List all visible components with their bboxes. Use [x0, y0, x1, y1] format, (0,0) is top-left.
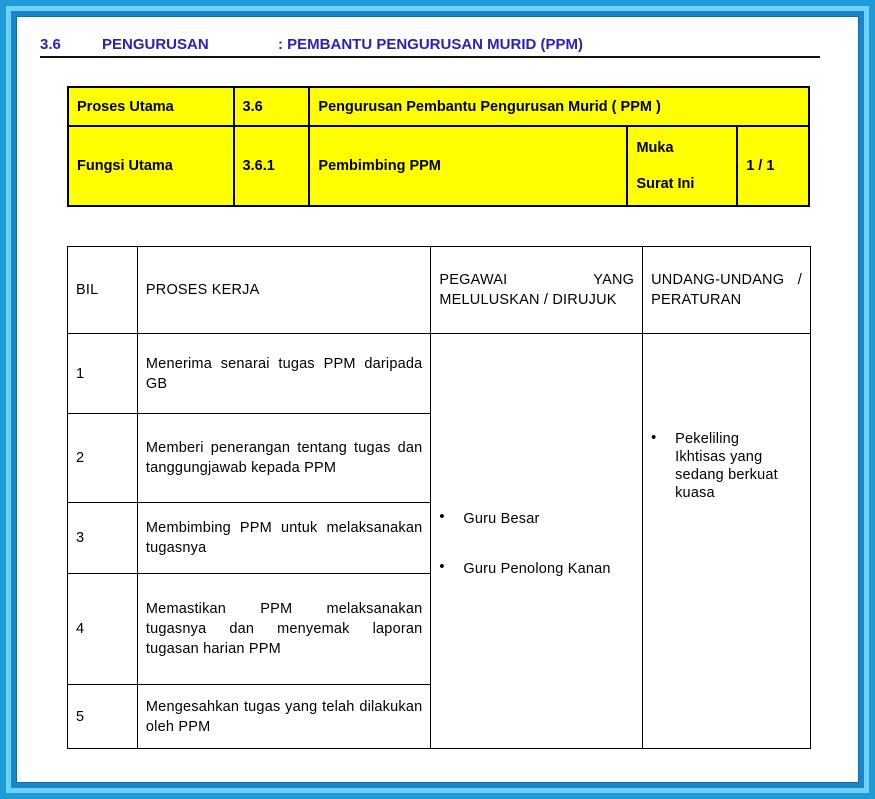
- row-bil: 3: [68, 503, 138, 574]
- info-row-fungsi-utama: [68, 126, 809, 206]
- info-page-value: 1 / 1: [737, 126, 809, 206]
- section-name: PENGURUSAN: [102, 35, 209, 53]
- pegawai-cell: [431, 334, 643, 749]
- pegawai-item: • Guru Penolong Kanan: [439, 559, 611, 577]
- bullet-icon: •: [439, 509, 445, 525]
- undang-item: • Pekeliling Ikhtisas yang sedang berkuat kuasa: [651, 430, 778, 501]
- info-value-proses-utama: Pengurusan Pembantu Pengurusan Murid ( PPM ): [309, 87, 809, 126]
- process-table: [67, 246, 811, 749]
- undang-cell: [643, 334, 811, 749]
- heading-underline: [40, 56, 820, 58]
- row-proses: Memastikan PPM melaksanakan tugasnya dan menyemak laporan tugasan harian PPM: [137, 574, 430, 685]
- bullet-icon: •: [651, 430, 657, 446]
- header-pegawai: PEGAWAI YANG MELULUSKAN / DIRUJUK: [431, 247, 643, 334]
- info-page-label-line2: Surat Ini: [636, 176, 695, 192]
- header-bil: BIL: [68, 247, 138, 334]
- info-page-label: [627, 126, 737, 206]
- info-row-proses-utama: [68, 87, 809, 126]
- row-bil: 5: [68, 685, 138, 749]
- row-bil: 1: [68, 334, 138, 414]
- table-header-row: [68, 247, 811, 334]
- row-bil: 4: [68, 574, 138, 685]
- info-value-fungsi-utama: Pembimbing PPM: [309, 126, 627, 206]
- row-proses: Membimbing PPM untuk melaksanakan tugasnya: [137, 503, 430, 574]
- info-label-fungsi-utama: Fungsi Utama: [68, 126, 234, 206]
- bullet-icon: •: [439, 559, 445, 575]
- header-undang: UNDANG-UNDANG / PERATURAN: [643, 247, 811, 334]
- section-number: 3.6: [40, 35, 61, 53]
- table-row: [68, 334, 811, 414]
- row-bil: 2: [68, 414, 138, 503]
- row-proses: Menerima senarai tugas PPM daripada GB: [137, 334, 430, 414]
- row-proses: Mengesahkan tugas yang telah dilakukan oleh PPM: [137, 685, 430, 749]
- header-proses-kerja: PROSES KERJA: [137, 247, 430, 334]
- pegawai-item: • Guru Besar: [439, 509, 540, 527]
- info-code-fungsi-utama: 3.6.1: [234, 126, 310, 206]
- row-proses: Memberi penerangan tentang tugas dan tanggungjawab kepada PPM: [137, 414, 430, 503]
- info-label-proses-utama: Proses Utama: [68, 87, 234, 126]
- section-title: : PEMBANTU PENGURUSAN MURID (PPM): [278, 35, 583, 53]
- info-page-label-line1: Muka: [636, 140, 674, 156]
- info-table: [67, 86, 810, 207]
- section-heading: [40, 31, 820, 57]
- info-code-proses-utama: 3.6: [234, 87, 310, 126]
